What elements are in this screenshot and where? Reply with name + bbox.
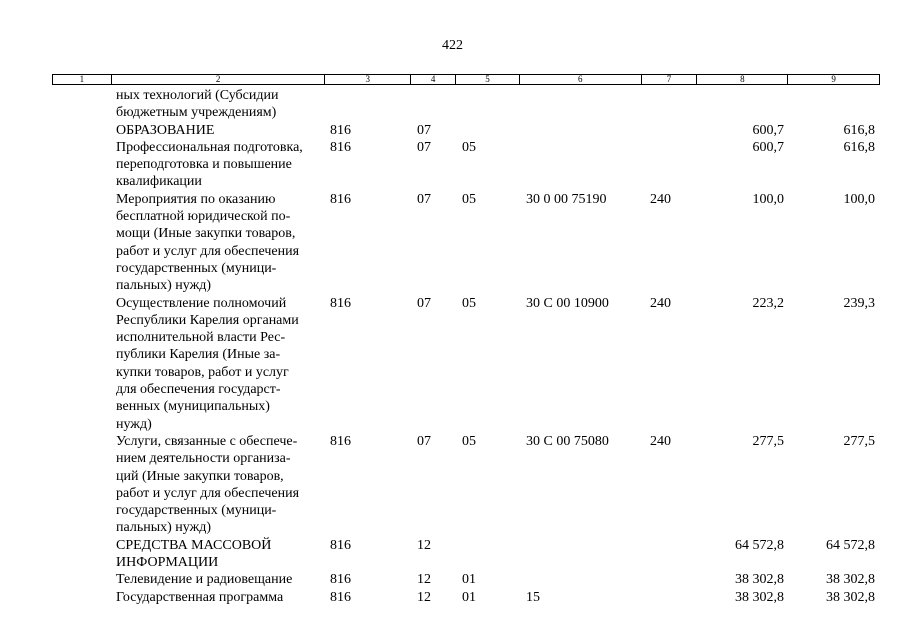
table-row — [0, 139, 905, 191]
cell-c8: 38 302,8 — [735, 589, 784, 605]
row-name — [116, 433, 326, 537]
header-col-8: 8 — [697, 75, 788, 84]
cell-c7: 240 — [650, 295, 671, 311]
row-name — [116, 295, 326, 433]
cell-c6: 30 С 00 10900 — [526, 295, 609, 311]
row-name-line: бюджетным учреждениям) — [116, 105, 277, 121]
row-name-line: купки товаров, работ и услуг — [116, 364, 289, 380]
cell-c9: 38 302,8 — [826, 572, 875, 588]
row-name-line: Государственная программа — [116, 589, 284, 605]
row-name-line: пальных) нужд) — [116, 278, 212, 294]
row-name — [116, 87, 326, 122]
header-col-6: 6 — [520, 75, 642, 84]
row-name-line: государственных (муници- — [116, 503, 277, 519]
row-name — [116, 139, 326, 191]
header-col-3: 3 — [325, 75, 411, 84]
table-row — [0, 191, 905, 295]
header-col-2: 2 — [112, 75, 325, 84]
row-name-line: государственных (муници- — [116, 260, 277, 276]
row-name-line: Республики Карелия органами — [116, 312, 299, 328]
cell-c7: 240 — [650, 191, 671, 207]
cell-c8: 64 572,8 — [735, 537, 784, 553]
cell-c9: 100,0 — [843, 191, 875, 207]
header-col-4: 4 — [411, 75, 456, 84]
row-name-line: венных (муниципальных) — [116, 399, 270, 415]
row-name-line: Услуги, связанные с обеспече- — [116, 433, 298, 449]
table-row — [0, 122, 905, 139]
cell-c8: 600,7 — [752, 122, 784, 138]
cell-c6: 30 С 00 75080 — [526, 433, 609, 449]
row-name-line: Телевидение и радиовещание — [116, 572, 293, 588]
cell-c3: 816 — [330, 122, 351, 138]
table-row — [0, 433, 905, 537]
cell-c9: 239,3 — [843, 295, 875, 311]
cell-c9: 616,8 — [843, 122, 875, 138]
row-name-line: нужд) — [116, 416, 152, 432]
row-name-line: пальных) нужд) — [116, 520, 212, 536]
header-col-1: 1 — [53, 75, 112, 84]
row-name-line: работ и услуг для обеспечения — [116, 243, 300, 259]
cell-c8: 277,5 — [752, 433, 784, 449]
cell-c3: 816 — [330, 433, 351, 449]
cell-c3: 816 — [330, 589, 351, 605]
cell-c4: 12 — [417, 589, 431, 605]
header-col-9: 9 — [831, 74, 836, 84]
header-col-7: 7 — [642, 75, 698, 84]
row-name-line: исполнительной власти Рес- — [116, 330, 286, 346]
cell-c8: 100,0 — [752, 191, 784, 207]
row-name-line: мощи (Иные закупки товаров, — [116, 226, 296, 242]
row-name-line: бесплатной юридической по- — [116, 209, 291, 225]
row-name-line: переподготовка и повышение — [116, 157, 292, 173]
row-name-line: СРЕДСТВА МАССОВОЙ — [116, 537, 272, 553]
cell-c8: 38 302,8 — [735, 572, 784, 588]
cell-c5: 01 — [462, 589, 476, 605]
row-name — [116, 191, 326, 295]
cell-c9: 616,8 — [843, 139, 875, 155]
row-name-line: ных технологий (Субсидии — [116, 88, 279, 103]
row-name-line: Мероприятия по оказанию — [116, 191, 276, 207]
cell-c3: 816 — [330, 295, 351, 311]
cell-c8: 600,7 — [752, 139, 784, 155]
page-number: 422 — [442, 38, 463, 53]
row-name-line: квалификации — [116, 174, 202, 190]
cell-c6: 30 0 00 75190 — [526, 191, 607, 207]
cell-c4: 07 — [417, 139, 431, 155]
cell-c9: 64 572,8 — [826, 537, 875, 553]
cell-c3: 816 — [330, 191, 351, 207]
cell-c7: 240 — [650, 433, 671, 449]
cell-c4: 07 — [417, 122, 431, 138]
row-name — [116, 571, 326, 588]
table-body — [0, 87, 905, 606]
table-row — [0, 571, 905, 588]
cell-c9: 38 302,8 — [826, 589, 875, 605]
cell-c9: 277,5 — [843, 433, 875, 449]
cell-c3: 816 — [330, 139, 351, 155]
table-row — [0, 589, 905, 606]
cell-c3: 816 — [330, 572, 351, 588]
cell-c4: 12 — [417, 572, 431, 588]
row-name-line: Осуществление полномочий — [116, 295, 287, 311]
table-header-row — [52, 74, 880, 85]
row-name-line: ИНФОРМАЦИИ — [116, 555, 219, 571]
cell-c4: 07 — [417, 191, 431, 207]
row-name — [116, 537, 326, 572]
row-name — [116, 122, 326, 139]
table-row — [0, 537, 905, 572]
cell-c8: 223,2 — [752, 295, 784, 311]
cell-c3: 816 — [330, 537, 351, 553]
cell-c5: 05 — [462, 295, 476, 311]
header-col-5: 5 — [456, 75, 520, 84]
cell-c5: 05 — [462, 139, 476, 155]
row-name — [116, 589, 326, 606]
cell-c5: 01 — [462, 572, 476, 588]
cell-c4: 07 — [417, 433, 431, 449]
row-name-line: публики Карелия (Иные за- — [116, 347, 281, 363]
cell-c5: 05 — [462, 191, 476, 207]
table-row — [0, 295, 905, 433]
row-name-line: нием деятельности организа- — [116, 451, 291, 467]
cell-c4: 12 — [417, 537, 431, 553]
cell-c4: 07 — [417, 295, 431, 311]
row-name-line: ОБРАЗОВАНИЕ — [116, 122, 215, 138]
row-name-line: ций (Иные закупки товаров, — [116, 468, 284, 484]
table-row — [0, 87, 905, 122]
cell-c5: 05 — [462, 433, 476, 449]
row-name-line: Профессиональная подготовка, — [116, 139, 303, 155]
row-name-line: работ и услуг для обеспечения — [116, 485, 300, 501]
row-name-line: для обеспечения государст- — [116, 382, 281, 398]
cell-c6: 15 — [526, 589, 540, 605]
